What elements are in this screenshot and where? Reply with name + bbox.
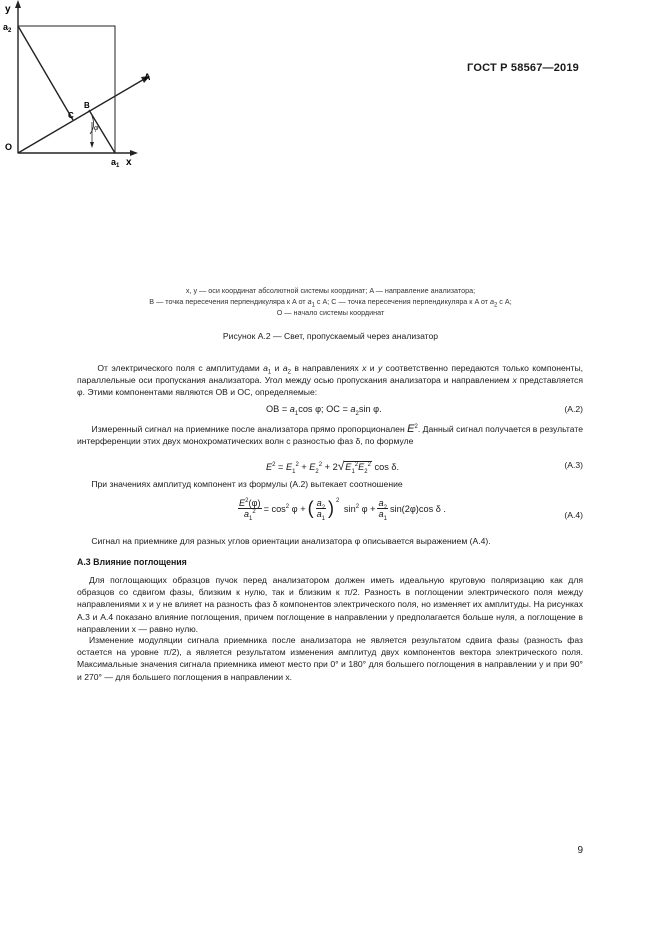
label-C: C [68,111,74,120]
label-a1: $a_1$ [111,157,120,169]
figure-legend-line-1: x, y — оси координат абсолютной системы координат; A — направление анализатора; [185,286,476,295]
paragraph-2: Измеренный сигнал на приемнике после анализатора прямо пропорционален $E^2$. Данный сигнал получается в результате интерференции этих двух монохроматических волн с разностью фаз δ, по формуле [77,423,583,447]
label-a2: $a_2$ [3,22,12,34]
label-O: O [5,142,13,152]
paragraph-5: Для поглощающих образцов пучок перед анализатором должен иметь идеальную круговую поляризацию как для образцов со сдвигом фазы, близким к нулю, так и близким к π/2. Разность в поглощении электрического поля между направлениями x и y не влияет на разность фаз δ компонентов электрического поля, но изменяет их амплитуды. На рисунках А.3 и А.4 показано влияние поглощения, причем поглощение в направлении y предполагается больше нуля, а поглощение в направлении x — равно нулю. [77,575,583,634]
equation-a4: $\frac{E^2(\varphi)}{a_1^2}$ = $\cos^2 \varphi$ + ( $\frac{a_2}{a_1}$ ) $^2$ $\sin^2 \varphi$ + $\frac{a_2}{a_1}$ sin(2φ)cos δ . [239,497,446,522]
equation-a3-number: (A.3) [564,460,583,470]
polarization-diagram [0,0,150,170]
paragraph-4: Сигнал на приемнике для разных углов ориентации анализатора φ описывается выражением (А.4). [91,536,491,546]
analyzer-direction [18,78,146,153]
equation-a2: OB = $a_1\cos$ φ; OC = $a_2\sin$ φ. [266,404,382,417]
perpendicular-a1-b [89,110,115,153]
paragraph-6: Изменение модуляции сигнала приемника после анализатора не является результатом сдвига фазы (разность фаз остается на уровне π/2), а является результатом изменения амплитуд двух компонентов вектора электрического поля. Максимальные значения сигнала приемника имеют место при 0° и 180° для большего поглощения в направлении y и при 90° и 270° — для большего поглощения в направлении x. [77,635,583,682]
x-axis-arrow [130,150,138,156]
bounding-rectangle [18,26,115,153]
equation-a4-number: (A.4) [564,510,583,520]
label-x: x [126,157,132,168]
standard-header: ГОСТ Р 58567—2019 [467,62,579,74]
label-phi: φ [94,123,99,132]
perpendicular-a2-c [18,26,73,120]
label-y: y [5,4,11,15]
section-heading: А.3 Влияние поглощения [77,557,187,567]
figure-legend-line-2: B — точка пересечения перпендикуляра к A от $a_1$ с A; C — точка пересечения перпендикуляра к A от $a_2$ с A; [149,297,512,309]
page-number: 9 [577,845,583,856]
label-A: A [144,72,150,82]
y-axis-arrow [15,0,21,8]
figure-legend-line-3: O — начало системы координат [276,308,385,317]
figure-title: Рисунок А.2 — Свет, пропускаемый через анализатор [222,331,439,341]
equation-a3: $E^2 = E_1^2 + E_2^2 + 2√E_1^2E_2^2$ cos δ. [266,459,400,475]
label-B: B [84,101,90,110]
paragraph-3: При значениях амплитуд компонент из формулы (А.2) вытекает соотношение [91,479,403,489]
equation-a2-number: (A.2) [564,404,583,414]
paragraph-1: От электрического поля с амплитудами $a_1$ и $a_2$ в направлениях x и y соответственно передаются только компоненты, параллельные оси пропускания анализатора. Угол между осью пропускания анализатора и направлением x представляется φ. Этими компонентами являются OB и OC, определяемые: [77,363,584,398]
